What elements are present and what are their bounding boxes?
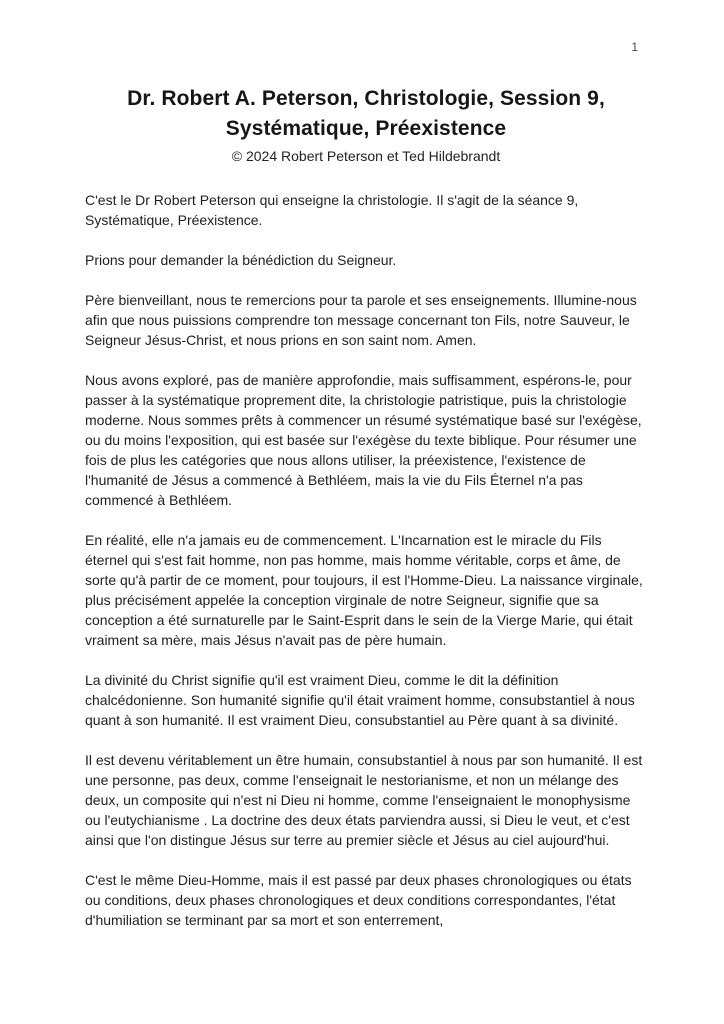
paragraph-1: C'est le Dr Robert Peterson qui enseigne la christologie. Il s'agit de la séance 9, Systématique, Préexistence.: [85, 192, 579, 228]
document-content: [85, 84, 647, 930]
document-title: [85, 84, 647, 144]
page-number: 1: [631, 40, 638, 54]
paragraph-6: La divinité du Christ signifie qu'il est vraiment Dieu, comme le dit la définition chalcédonienne. Son humanité signifie qu'il était vraiment homme, consubstantiel à nous quant à son humanité. Il est vraiment Dieu, consubstantiel au Père quant à sa divinité.: [85, 672, 635, 728]
paragraph-5: En réalité, elle n'a jamais eu de commencement. L'Incarnation est le miracle du Fils éternel qui s'est fait homme, non pas homme, mais homme véritable, corps et âme, de sorte qu'à partir de ce moment, pour toujours, il est l'Homme-Dieu. La naissance virginale, plus précisément appelée la conception virginale de notre Seigneur, signifie que sa conception a été surnaturelle par le Saint-Esprit dans le sein de la Vierge Marie, qui était vraiment sa mère, mais Jésus n'avait pas de père humain.: [85, 532, 643, 648]
title-line-1: Dr. Robert A. Peterson, Christologie, Session 9,: [127, 87, 605, 110]
title-line-2: Systématique, Préexistence: [225, 117, 507, 140]
paragraph-8: C'est le même Dieu-Homme, mais il est passé par deux phases chronologiques ou états ou conditions, deux phases chronologiques et deux conditions correspondantes, l'état d'humiliation se terminant par sa mort et son enterrement,: [85, 872, 632, 928]
paragraph-4: Nous avons exploré, pas de manière approfondie, mais suffisamment, espérons-le, pour passer à la systématique proprement dite, la christologie patristique, puis la christologie moderne. Nous sommes prêts à commencer un résumé systématique basé sur l'exégèse, ou du moins l'exposition, qui est basée sur l'exégèse du texte biblique. Pour résumer une fois de plus les catégories que nous allons utiliser, la préexistence, l'existence de l'humanité de Jésus a commencé à Bethléem, mais la vie du Fils Éternel n'a pas commencé à Bethléem.: [85, 372, 642, 508]
paragraph-7: Il est devenu véritablement un être humain, consubstantiel à nous par son humanité. Il est une personne, pas deux, comme l'enseignait le nestorianisme, et non un mélange des deux, un composite qui n'est ni Dieu ni homme, comme l'enseignaient le monophysisme ou l'eutychianisme . La doctrine des deux états parviendra aussi, si Dieu le veut, et c'est ainsi que l'on distingue Jésus sur terre au premier siècle et Jésus au ciel aujourd'hui.: [85, 752, 643, 848]
paragraph-3: Père bienveillant, nous te remercions pour ta parole et ses enseignements. Illumine-nous afin que nous puissions comprendre ton message concernant ton Fils, notre Sauveur, le Seigneur Jésus-Christ, et nous prions en son saint nom. Amen.: [85, 292, 637, 348]
paragraph-2: Prions pour demander la bénédiction du Seigneur.: [85, 252, 397, 268]
copyright-line: © 2024 Robert Peterson et Ted Hildebrandt: [231, 148, 501, 164]
